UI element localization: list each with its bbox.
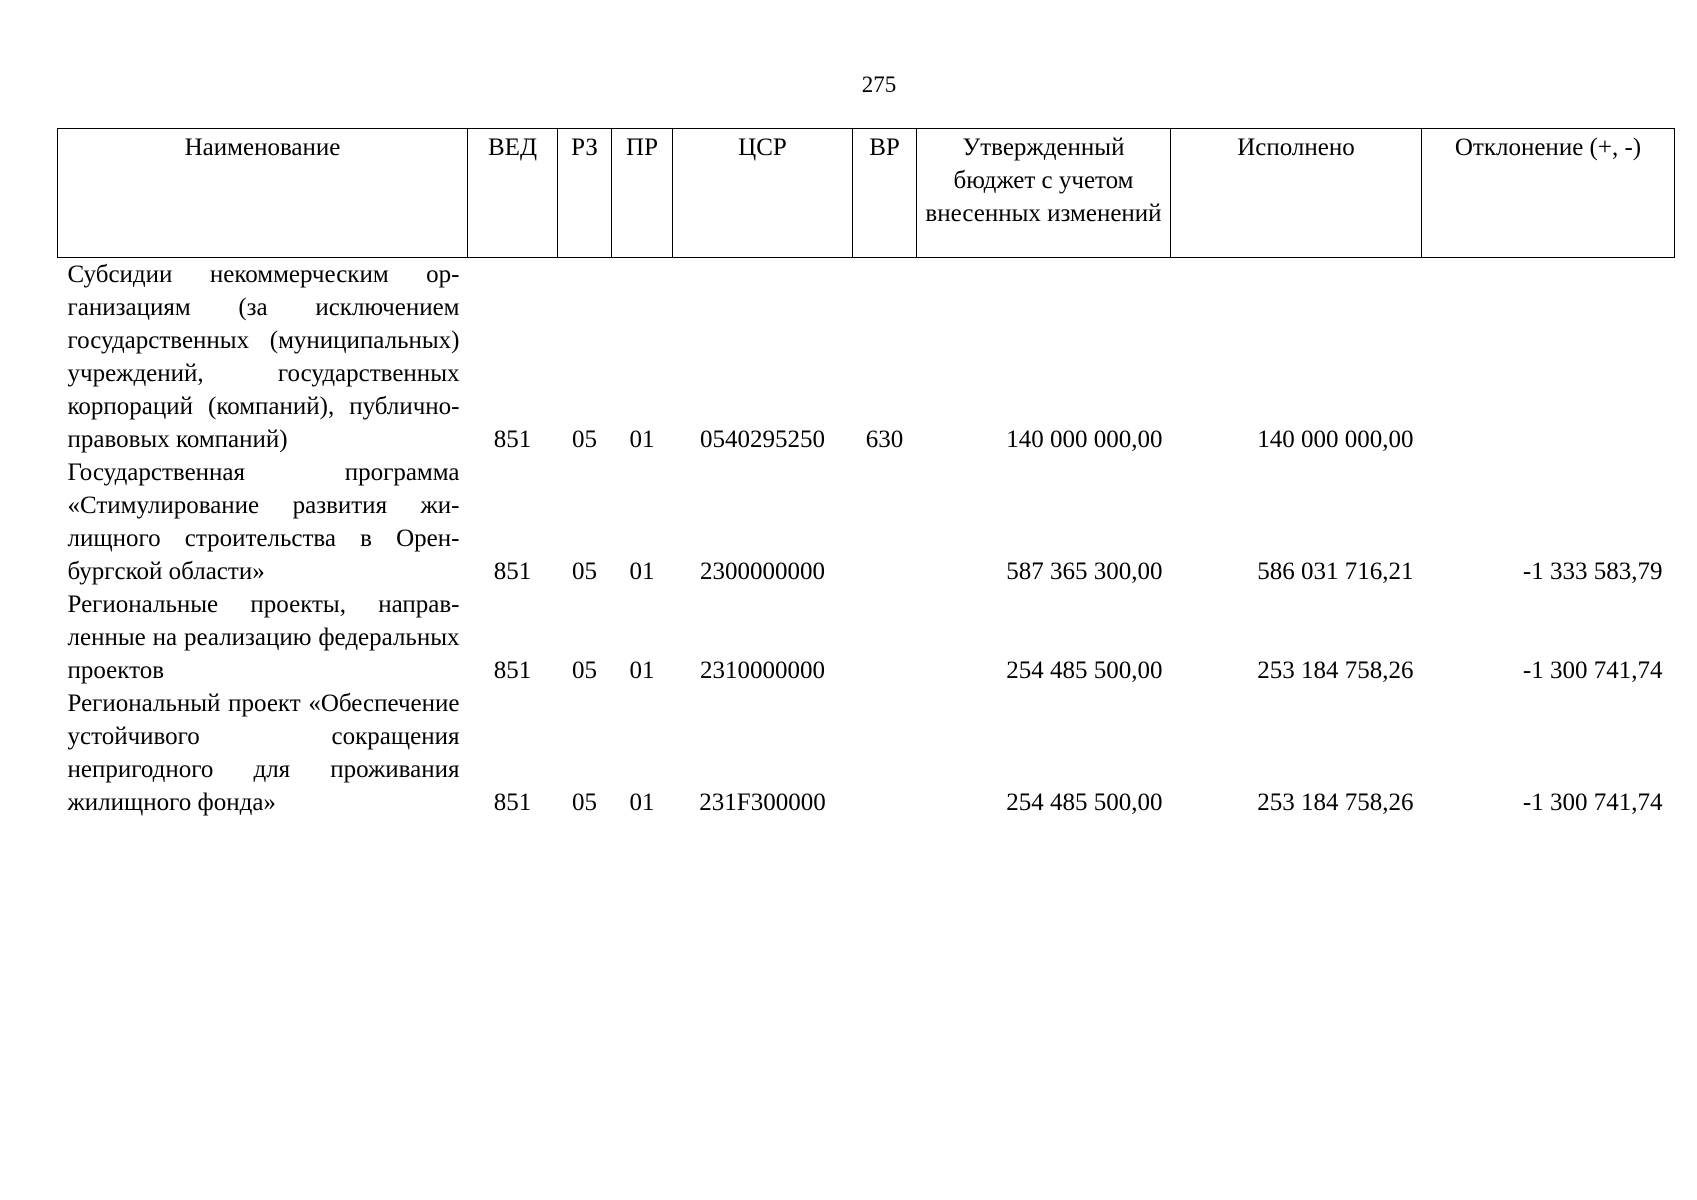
header-ved: ВЕД bbox=[468, 129, 558, 258]
row-vr bbox=[853, 687, 917, 819]
row-approved: 140 000 000,00 bbox=[1006, 426, 1163, 453]
header-pr: ПР bbox=[612, 129, 673, 258]
row-pr: 01 bbox=[629, 789, 655, 816]
row-deviation: -1 333 583,79 bbox=[1522, 558, 1663, 585]
row-executed: 140 000 000,00 bbox=[1257, 426, 1414, 453]
row-deviation: -1 300 741,74 bbox=[1522, 789, 1663, 816]
header-approved-budget: Утвержденный бюджет с учетом внесенных изменений bbox=[917, 129, 1171, 258]
row-ved: 851 bbox=[493, 426, 532, 453]
header-executed: Исполнено bbox=[1171, 129, 1422, 258]
table-row bbox=[58, 456, 1675, 588]
row-name: Региональные проекты, направленные на реализацию федеральных проектов bbox=[67, 591, 460, 684]
header-csr: ЦСР bbox=[673, 129, 853, 258]
row-pr: 01 bbox=[629, 426, 655, 453]
row-deviation: -1 300 741,74 bbox=[1522, 657, 1663, 684]
row-executed: 253 184 758,26 bbox=[1257, 657, 1414, 684]
row-name: Региональный проект «Обеспечение устойчивого сокращения непригодного для проживания жилищного фонда» bbox=[67, 690, 460, 816]
header-vr: ВР bbox=[853, 129, 917, 258]
row-ved: 851 bbox=[493, 789, 532, 816]
table-row bbox=[58, 258, 1675, 457]
table-row bbox=[58, 588, 1675, 687]
row-vr bbox=[853, 456, 917, 588]
row-csr: 0540295250 bbox=[700, 426, 825, 453]
row-ved: 851 bbox=[493, 558, 532, 585]
row-deviation bbox=[1422, 258, 1675, 457]
row-vr bbox=[853, 588, 917, 687]
row-rz: 05 bbox=[572, 657, 597, 684]
row-csr: 231F300000 bbox=[699, 789, 826, 816]
row-csr: 2310000000 bbox=[700, 657, 825, 684]
row-executed: 586 031 716,21 bbox=[1257, 558, 1414, 585]
header-deviation: Отклонение (+, -) bbox=[1422, 129, 1675, 258]
row-approved: 254 485 500,00 bbox=[1006, 789, 1163, 816]
row-approved: 254 485 500,00 bbox=[1006, 657, 1163, 684]
row-ved: 851 bbox=[493, 657, 532, 684]
page-number: 275 bbox=[861, 72, 897, 97]
row-name: Субсидии некоммерческим организациям (за исключением государственных (муниципальных) учреждений, государственных корпораций (компаний), публично-правовых компаний) bbox=[67, 261, 460, 453]
table-row bbox=[58, 687, 1675, 819]
row-rz: 05 bbox=[572, 426, 597, 453]
row-executed: 253 184 758,26 bbox=[1257, 789, 1414, 816]
row-name: Государственная программа «Стимулирование развития жилищного строительства в Оренбургской области» bbox=[67, 459, 460, 585]
row-approved: 587 365 300,00 bbox=[1006, 558, 1163, 585]
header-rz: РЗ bbox=[558, 129, 612, 258]
table-header bbox=[58, 129, 1675, 258]
row-rz: 05 bbox=[572, 558, 597, 585]
row-csr: 2300000000 bbox=[700, 558, 825, 585]
row-pr: 01 bbox=[629, 657, 655, 684]
row-rz: 05 bbox=[572, 789, 597, 816]
budget-table bbox=[57, 128, 1675, 819]
header-name: Наименование bbox=[58, 129, 468, 258]
row-vr: 630 bbox=[865, 426, 904, 453]
row-pr: 01 bbox=[629, 558, 655, 585]
